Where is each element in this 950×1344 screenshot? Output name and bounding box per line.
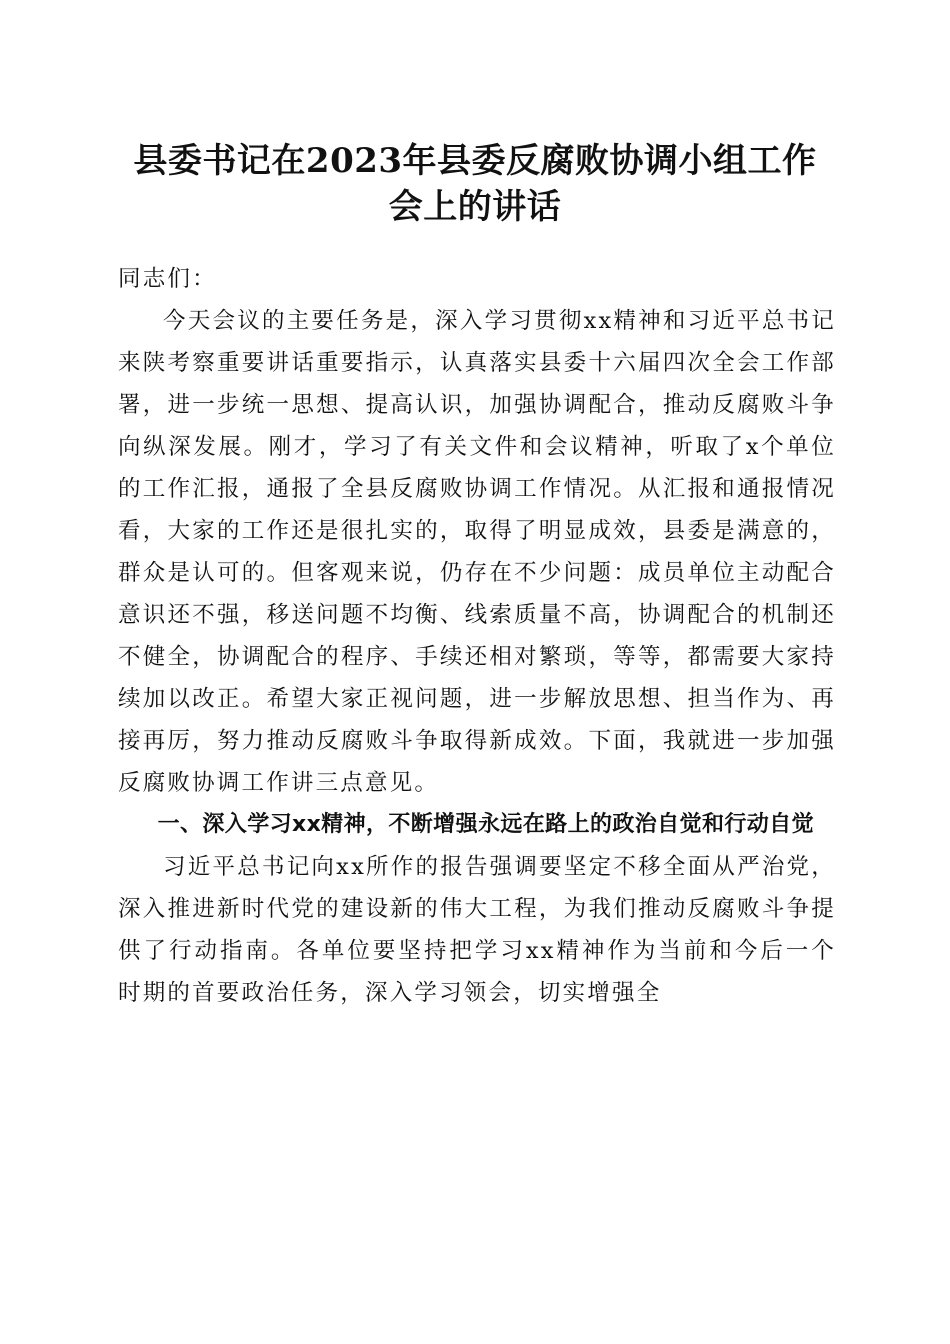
document-title — [100, 138, 850, 230]
salutation: 同志们： — [118, 266, 217, 292]
section-heading-1: 一、深入学习xx精神，不断增强永远在路上的政治自觉和行动自觉 — [157, 812, 814, 837]
paragraph-intro: 今天会议的主要任务是，深入学习贯彻xx精神和习近平总书记来陕考察重要讲话重要指示，认真落实县委十六届四次全会工作部署，进一步统一思想、提高认识，加强协调配合，推动反腐败斗争向纵深发展。刚才，学习了有关文件和会议精神，听取了x个单位的工作汇报，通报了全县反腐败协调工作情况。从汇报和通报情况看，大家的工作还是很扎实的，取得了明显成效，县委是满意的，群众是认可的。但客观来说，仍存在不少问题：成员单位主动配合意识还不强，移送问题不均衡、线索质量不高，协调配合的机制还不健全，协调配合的程序、手续还相对繁琐，等等，都需要大家持续加以改正。希望大家正视问题，进一步解放思想、担当作为、再接再厉，努力推动反腐败斗争取得新成效。下面，我就进一步加强反腐败协调工作讲三点意见。 — [118, 308, 836, 796]
title-line-1: 县委书记在2023年县委反腐败协调小组工作 — [133, 141, 817, 181]
title-line-2: 会上的讲话 — [388, 187, 562, 227]
paragraph-section-1: 习近平总书记向xx所作的报告强调要坚定不移全面从严治党，深入推进新时代党的建设新的伟大工程，为我们推动反腐败斗争提供了行动指南。各单位要坚持把学习xx精神作为当前和今后一个时期的首要政治任务，深入学习领会，切实增强全 — [118, 854, 836, 1006]
document-body — [118, 258, 836, 1014]
